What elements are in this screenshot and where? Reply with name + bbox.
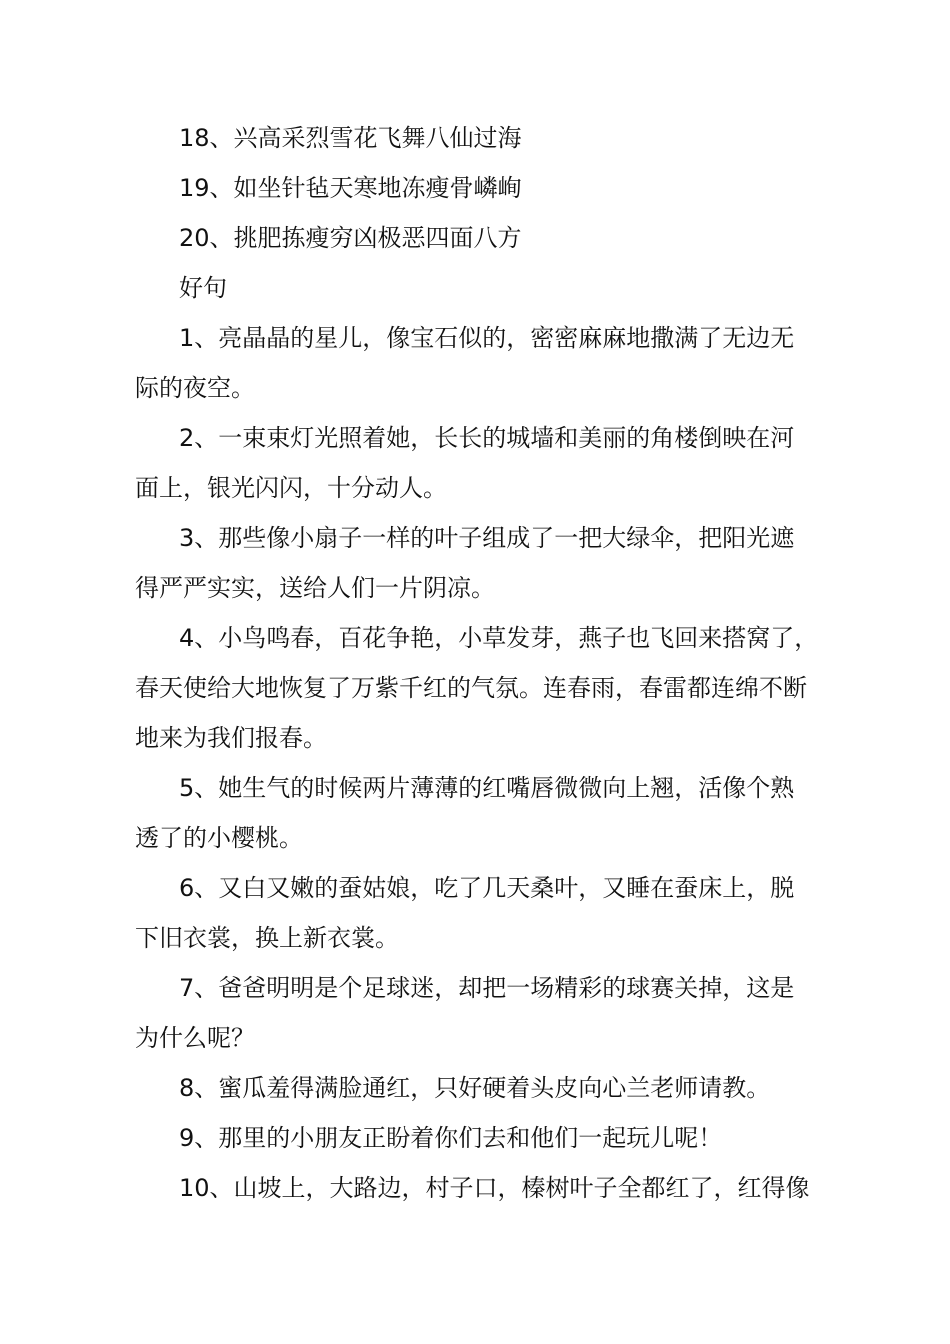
sentence-line: 8、蜜瓜羞得满脸通红，只好硬着头皮向心兰老师请教。 <box>179 1074 771 1102</box>
sentence-6 <box>135 863 835 963</box>
sentence-line: 1、亮晶晶的星儿，像宝石似的，密密麻麻地撒满了无边无 <box>179 324 795 352</box>
idiom-list <box>135 113 835 263</box>
sentence-line: 透了的小樱桃。 <box>135 824 303 852</box>
sentence-line: 9、那里的小朋友正盼着你们去和他们一起玩儿呢！ <box>179 1124 723 1152</box>
sentence-line: 春天使给大地恢复了万紫千红的气氛。连春雨，春雷都连绵不断 <box>135 674 807 702</box>
sentence-line: 5、她生气的时候两片薄薄的红嘴唇微微向上翘，活像个熟 <box>179 774 795 802</box>
sentence-8 <box>135 1063 835 1113</box>
sentence-1 <box>135 313 835 413</box>
sentence-line: 地来为我们报春。 <box>135 724 327 752</box>
sentence-line: 6、又白又嫩的蚕姑娘，吃了几天桑叶，又睡在蚕床上，脱 <box>179 874 795 902</box>
sentence-3 <box>135 513 835 613</box>
document-body <box>135 113 835 1213</box>
sentence-10 <box>135 1163 835 1213</box>
sentence-4 <box>135 613 835 763</box>
sentence-line: 3、那些像小扇子一样的叶子组成了一把大绿伞，把阳光遮 <box>179 524 795 552</box>
sentence-9 <box>135 1113 835 1163</box>
sentence-line: 面上，银光闪闪，十分动人。 <box>135 474 447 502</box>
section-title: 好句 <box>179 274 227 302</box>
sentence-line: 下旧衣裳，换上新衣裳。 <box>135 924 399 952</box>
sentence-2 <box>135 413 835 513</box>
idiom-line: 20、挑肥拣瘦穷凶极恶四面八方 <box>179 224 522 252</box>
idiom-line: 18、兴高采烈雪花飞舞八仙过海 <box>179 124 522 152</box>
sentence-line: 际的夜空。 <box>135 374 255 402</box>
sentence-line: 得严严实实，送给人们一片阴凉。 <box>135 574 495 602</box>
idiom-line: 19、如坐针毡天寒地冻瘦骨嶙峋 <box>179 174 522 202</box>
sentence-7 <box>135 963 835 1063</box>
sentence-5 <box>135 763 835 863</box>
sentence-line: 10、山坡上，大路边，村子口，榛树叶子全都红了，红得像 <box>179 1174 810 1202</box>
sentence-line: 2、一束束灯光照着她，长长的城墙和美丽的角楼倒映在河 <box>179 424 795 452</box>
sentence-line: 4、小鸟鸣春，百花争艳，小草发芽，燕子也飞回来搭窝了， <box>179 624 819 652</box>
sentence-line: 7、爸爸明明是个足球迷，却把一场精彩的球赛关掉，这是 <box>179 974 795 1002</box>
sentence-line: 为什么呢？ <box>135 1024 255 1052</box>
